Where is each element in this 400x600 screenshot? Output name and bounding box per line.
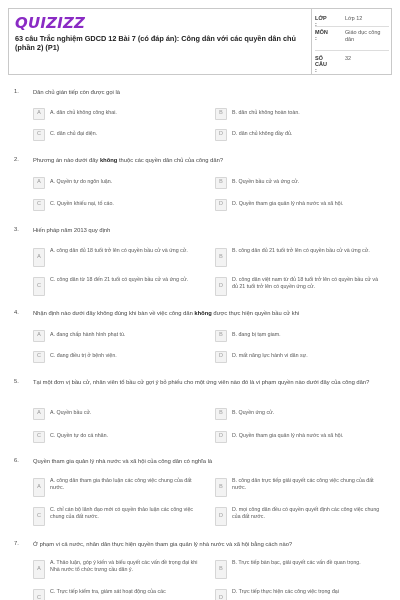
option-text: D. Quyền tham gia quản lý nhà nước và xã hội. xyxy=(232,433,344,439)
question-number: 2. xyxy=(14,157,19,163)
option-text: C. Quyền tự do cá nhân. xyxy=(50,433,109,439)
option-text: B. đang bị tạm giam. xyxy=(232,332,281,338)
question-text: Ở phạm vi cả nước, nhân dân thực hiện quyền tham gia quản lý nhà nước và xã hội bằng cách nào? xyxy=(33,542,293,548)
question-number: 5. xyxy=(14,379,19,385)
option-letter-badge: C xyxy=(33,431,45,443)
option-text: A. Quyền tự do ngôn luận. xyxy=(50,179,113,185)
quizizz-logo: QUIZIZZ xyxy=(15,14,86,32)
option-letter-badge: C xyxy=(33,277,45,296)
class-value: Lớp 12 xyxy=(345,16,363,22)
subject-label: MÔN : xyxy=(315,30,328,42)
worksheet-header xyxy=(8,8,392,75)
option-letter-badge: B xyxy=(215,408,227,420)
option-letter-badge: D xyxy=(215,129,227,141)
question-text: Hiến pháp năm 2013 quy định xyxy=(33,228,111,234)
option-text: B. Quyền bầu cử và ứng cử. xyxy=(232,179,300,185)
option-text: C. đang điều trị ở bệnh viện. xyxy=(50,353,117,359)
question-number: 1. xyxy=(14,89,19,95)
option-letter-badge: A xyxy=(33,177,45,189)
option-letter-badge: A xyxy=(33,108,45,120)
option-text: D. công dân việt nam từ đủ 18 tuổi trở lên có quyền bầu cử và đủ 21 tuổi trở lên có quyền ứng cử. xyxy=(232,277,379,291)
option-letter-badge: A xyxy=(33,408,45,420)
option-letter-badge: C xyxy=(33,199,45,211)
header-divider xyxy=(311,9,312,74)
option-letter-badge: C xyxy=(33,351,45,363)
option-letter-badge: D xyxy=(215,589,227,600)
question-emphasis: không xyxy=(99,158,118,164)
worksheet-title: 63 câu Trắc nghiệm GDCD 12 Bài 7 (có đáp án): Công dân với các quyền dân chủ (phần 2) (P1) xyxy=(15,34,296,53)
count-label: SỐ CÂU : xyxy=(315,56,327,74)
option-text: B. dân chủ không hoàn toàn. xyxy=(232,110,300,116)
question-text-part: Phương án nào dưới đây xyxy=(33,158,100,164)
option-text: A. công dân đủ 18 tuổi trở lên có quyền bầu cử và ứng cử. xyxy=(50,248,188,254)
question-emphasis: không xyxy=(194,311,212,317)
meta-divider-1 xyxy=(315,26,389,27)
option-text: C. Quyền khiếu nại, tố cáo. xyxy=(50,201,114,207)
option-text: B. công dân đủ 21 tuổi trở lên có quyền bầu cử và ứng cử. xyxy=(232,248,370,254)
option-letter-badge: B xyxy=(215,177,227,189)
option-letter-badge: A xyxy=(33,248,45,267)
subject-value: Giáo dục công dân xyxy=(345,30,381,44)
option-letter-badge: A xyxy=(33,478,45,497)
option-letter-badge: D xyxy=(215,351,227,363)
question-text: Quyền tham gia quản lý nhà nước và xã hội của công dân có nghĩa là xyxy=(33,459,213,465)
question-number: 7. xyxy=(14,541,19,547)
meta-divider-2 xyxy=(315,50,389,51)
option-text: D. dân chủ không đầy đủ. xyxy=(232,131,293,137)
option-letter-badge: D xyxy=(215,277,227,296)
question-number: 3. xyxy=(14,227,19,233)
option-text: C. dân chủ đại diện. xyxy=(50,131,98,137)
question-text-part: được thực hiện quyền bầu cử khi xyxy=(211,311,300,317)
option-letter-badge: A xyxy=(33,330,45,342)
option-letter-badge: B xyxy=(215,248,227,267)
option-text: A. công dân tham gia thảo luận các công việc chung của đất nước. xyxy=(50,478,192,492)
count-value: 32 xyxy=(345,56,352,62)
question-text-part: thuộc các quyền dân chủ của công dân? xyxy=(117,158,224,164)
option-text: C. chỉ cán bộ lãnh đạo mới có quyền thảo luận các công việc chung của đất nước. xyxy=(50,507,194,521)
option-letter-badge: B xyxy=(215,108,227,120)
option-text: D. Trực tiếp thực hiện các công việc trọng đại xyxy=(232,589,339,595)
option-text: D. Quyền tham gia quản lý nhà nước và xã hội. xyxy=(232,201,344,207)
option-letter-badge: B xyxy=(215,478,227,497)
option-text: B. công dân trực tiếp giải quyết các công việc chung của đất nước. xyxy=(232,478,374,492)
option-letter-badge: D xyxy=(215,507,227,526)
option-text: C. công dân từ 18 đến 21 tuổi có quyền bầu cử và ứng cử. xyxy=(50,277,189,283)
option-text: A. đang chấp hành hình phạt tù. xyxy=(50,332,126,338)
question-text-part: Nhận định nào dưới đây không đúng khi bàn về việc công dân xyxy=(33,311,195,317)
question-number: 4. xyxy=(14,310,19,316)
question-text: Dân chủ gián tiếp còn được gọi là xyxy=(33,90,120,96)
option-letter-badge: D xyxy=(215,431,227,443)
option-text: B. Quyền ứng cử. xyxy=(232,410,275,416)
option-letter-badge: B xyxy=(215,560,227,579)
option-text: B. Trực tiếp bàn bạc, giải quyết các vấn đề quan trọng. xyxy=(232,560,361,566)
question-text xyxy=(33,310,378,318)
option-text: A. Quyền bầu cử. xyxy=(50,410,92,416)
option-letter-badge: C xyxy=(33,129,45,141)
option-letter-badge: B xyxy=(215,330,227,342)
option-text: A. Thảo luận, góp ý kiến và biểu quyết các vấn đề trọng đại khi Nhà nước tổ chức trưng cầu dân ý. xyxy=(50,560,198,574)
question-text xyxy=(33,157,378,165)
question-text: Tại một đơn vị bầu cử, nhân viên tổ bầu cử gợi ý bỏ phiếu cho một ứng viên nào đó là vi phạm quyền nào dưới đây của công dân? xyxy=(33,380,370,386)
option-letter-badge: C xyxy=(33,589,45,600)
option-text: D. mất năng lực hành vi dân sự. xyxy=(232,353,308,359)
option-letter-badge: A xyxy=(33,560,45,579)
option-text: D. mọi công dân đều có quyền quyết định các công việc chung của đất nước. xyxy=(232,507,380,521)
option-letter-badge: D xyxy=(215,199,227,211)
option-text: C. Trực tiếp kiểm tra, giám sát hoạt động của các xyxy=(50,589,166,595)
class-label: LỚP : xyxy=(315,16,327,28)
option-text: A. dân chủ không công khai. xyxy=(50,110,117,116)
question-number: 6. xyxy=(14,458,19,464)
option-letter-badge: C xyxy=(33,507,45,526)
